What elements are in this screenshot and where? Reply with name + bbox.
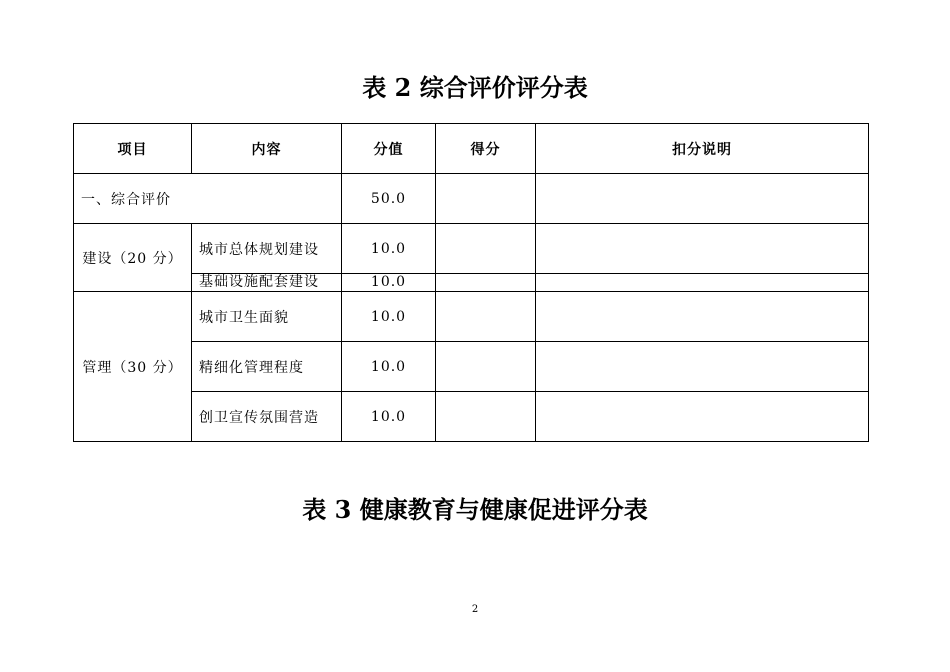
score-cell bbox=[436, 342, 536, 392]
table-row bbox=[74, 342, 869, 392]
table-row bbox=[74, 274, 869, 292]
score-cell bbox=[436, 174, 536, 224]
notes-cell bbox=[536, 342, 869, 392]
header-content: 内容 bbox=[192, 124, 342, 174]
notes-cell bbox=[536, 392, 869, 442]
table2-title: 表 2 综合评价评分表 bbox=[362, 73, 588, 102]
notes-cell bbox=[536, 174, 869, 224]
notes-cell bbox=[536, 274, 869, 292]
summary-score: 50.0 bbox=[342, 174, 436, 224]
item-content: 城市卫生面貌 bbox=[192, 292, 342, 342]
score-cell bbox=[436, 274, 536, 292]
item-score: 10.0 bbox=[342, 392, 436, 442]
table-header-row bbox=[74, 124, 869, 174]
header-item: 项目 bbox=[74, 124, 192, 174]
table3-title: 表 3 健康教育与健康促进评分表 bbox=[302, 495, 648, 524]
item-content: 精细化管理程度 bbox=[192, 342, 342, 392]
item-score: 10.0 bbox=[342, 274, 436, 292]
notes-cell bbox=[536, 224, 869, 274]
header-score-obtained: 得分 bbox=[436, 124, 536, 174]
item-content: 基础设施配套建设 bbox=[192, 274, 342, 292]
table-row bbox=[74, 392, 869, 442]
group-name: 管理（30 分） bbox=[74, 292, 192, 442]
table-row bbox=[74, 224, 869, 274]
item-content: 创卫宣传氛围营造 bbox=[192, 392, 342, 442]
summary-label: 一、综合评价 bbox=[74, 174, 342, 224]
item-score: 10.0 bbox=[342, 342, 436, 392]
header-score-value: 分值 bbox=[342, 124, 436, 174]
item-score: 10.0 bbox=[342, 292, 436, 342]
group-name: 建设（20 分） bbox=[74, 224, 192, 292]
header-deduction-notes: 扣分说明 bbox=[536, 124, 869, 174]
notes-cell bbox=[536, 292, 869, 342]
page-number: 2 bbox=[471, 604, 479, 615]
score-cell bbox=[436, 292, 536, 342]
score-cell bbox=[436, 392, 536, 442]
item-content: 城市总体规划建设 bbox=[192, 224, 342, 274]
score-cell bbox=[436, 224, 536, 274]
score-table bbox=[73, 123, 869, 442]
item-score: 10.0 bbox=[342, 224, 436, 274]
table-row bbox=[74, 292, 869, 342]
table-row bbox=[74, 174, 869, 224]
